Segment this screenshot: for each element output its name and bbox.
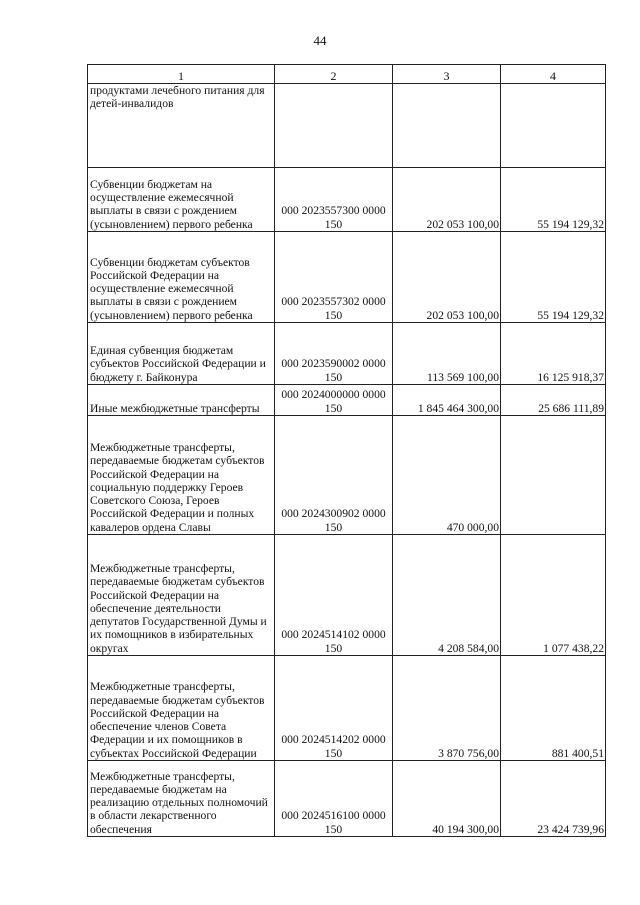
- row-name: продуктами лечебного питания для детей-инвалидов: [88, 84, 275, 168]
- row-code: 000 2024000000 0000 150: [275, 385, 393, 416]
- row-value-actual: [501, 84, 606, 168]
- page-number: 44: [313, 33, 327, 48]
- row-value-plan: 1 845 464 300,00: [393, 385, 501, 416]
- row-name: Межбюджетные трансферты, передаваемые бюджетам субъектов Российской Федерации на обеспечение членов Совета Федерации и их помощников в субъектах Российской Федерации: [88, 656, 275, 761]
- row-code: 000 2023557300 0000 150: [275, 168, 393, 232]
- row-value-actual: 881 400,51: [501, 656, 606, 761]
- table-row: [88, 416, 606, 535]
- row-code: 000 2024514102 0000 150: [275, 535, 393, 656]
- row-code: [275, 84, 393, 168]
- row-code: 000 2024514202 0000 150: [275, 656, 393, 761]
- row-code: 000 2023590002 0000 150: [275, 323, 393, 385]
- row-name: Межбюджетные трансферты, передаваемые бюджетам субъектов Российской Федерации на обеспечение деятельности депутатов Государственной Думы и их помощников в избирательных округах: [88, 535, 275, 656]
- row-value-plan: 113 569 100,00: [393, 323, 501, 385]
- row-value-actual: 55 194 129,32: [501, 232, 606, 323]
- table-row: [88, 656, 606, 761]
- row-value-actual: 16 125 918,37: [501, 323, 606, 385]
- row-value-actual: 25 686 111,89: [501, 385, 606, 416]
- row-value-plan: 3 870 756,00: [393, 656, 501, 761]
- row-name: Межбюджетные трансферты, передаваемые бюджетам субъектов Российской Федерации на социальную поддержку Героев Советского Союза, Героев Российской Федерации и полных кавалеров ордена Славы: [88, 416, 275, 535]
- row-value-actual: 55 194 129,32: [501, 168, 606, 232]
- row-value-plan: [393, 84, 501, 168]
- table-row: [88, 84, 606, 168]
- column-header: 2: [275, 65, 393, 84]
- column-header: 1: [88, 65, 275, 84]
- row-value-plan: 4 208 584,00: [393, 535, 501, 656]
- table-row: [88, 168, 606, 232]
- row-code: 000 2023557302 0000 150: [275, 232, 393, 323]
- row-name: Субвенции бюджетам на осуществление ежемесячной выплаты в связи с рождением (усыновлением) первого ребенка: [88, 168, 275, 232]
- table-row: [88, 232, 606, 323]
- row-value-plan: 202 053 100,00: [393, 232, 501, 323]
- column-header: 3: [393, 65, 501, 84]
- row-name: Субвенции бюджетам субъектов Российской Федерации на осуществление ежемесячной выплаты в связи с рождением (усыновлением) первого ребенка: [88, 232, 275, 323]
- row-value-plan: 470 000,00: [393, 416, 501, 535]
- row-value-plan: 202 053 100,00: [393, 168, 501, 232]
- table-row: [88, 535, 606, 656]
- table-row: [88, 761, 606, 837]
- table-row: [88, 385, 606, 416]
- row-name: Иные межбюджетные трансферты: [88, 385, 275, 416]
- row-name: Межбюджетные трансферты, передаваемые бюджетам на реализацию отдельных полномочий в области лекарственного обеспечения: [88, 761, 275, 837]
- row-value-actual: [501, 416, 606, 535]
- row-value-actual: 1 077 438,22: [501, 535, 606, 656]
- row-value-plan: 40 194 300,00: [393, 761, 501, 837]
- row-value-actual: 23 424 739,96: [501, 761, 606, 837]
- column-header: 4: [501, 65, 606, 84]
- row-code: 000 2024300902 0000 150: [275, 416, 393, 535]
- table-row: [88, 323, 606, 385]
- row-name: Единая субвенция бюджетам субъектов Российской Федерации и бюджету г. Байконура: [88, 323, 275, 385]
- budget-table: [87, 64, 606, 837]
- table-header-row: [88, 65, 606, 84]
- row-code: 000 2024516100 0000 150: [275, 761, 393, 837]
